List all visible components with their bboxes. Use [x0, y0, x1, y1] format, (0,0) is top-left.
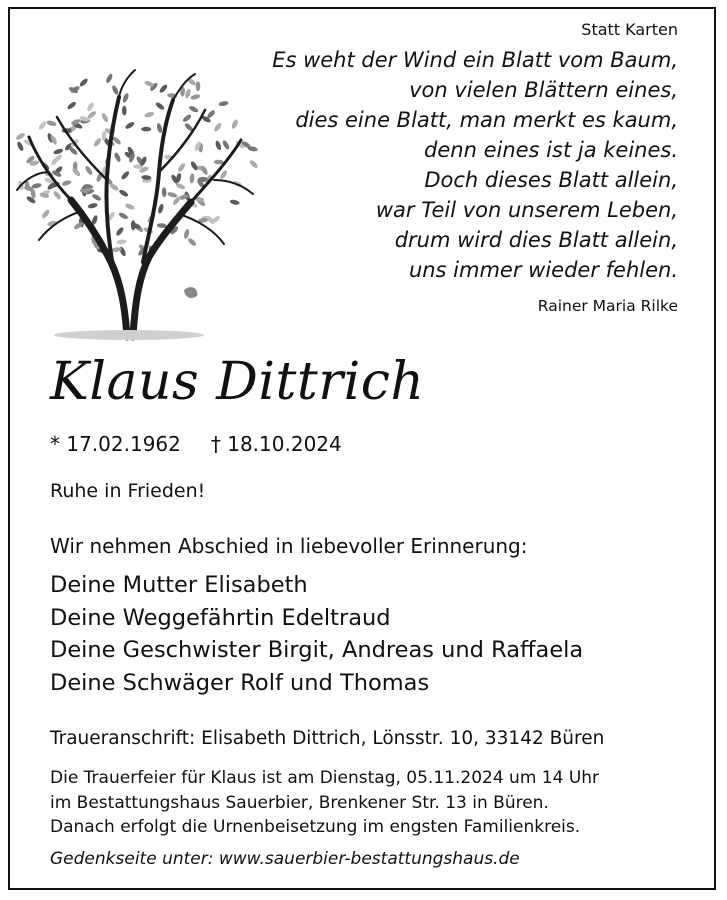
poem-line: uns immer wieder fehlen.: [408, 258, 678, 282]
poem-line: Es weht der Wind ein Blatt vom Baum,: [272, 48, 678, 72]
birth-date: * 17.02.1962: [50, 432, 181, 456]
farewell-intro: Wir nehmen Abschied in liebevoller Erinnerung:: [50, 534, 528, 558]
statt-karten-label: Statt Karten: [581, 20, 678, 39]
poem-line: drum wird dies Blatt allein,: [394, 228, 678, 252]
mourning-address: Traueranschrift: Elisabeth Dittrich, Lönsstr. 10, 33142 Büren: [50, 728, 605, 749]
memorial-website[interactable]: Gedenkseite unter: www.sauerbier-bestattungshaus.de: [50, 849, 520, 869]
ceremony-line: im Bestattungshaus Sauerbier, Brenkener Str. 13 in Büren.: [50, 792, 549, 813]
family-list: [50, 569, 583, 699]
deceased-name: Klaus Dittrich: [50, 352, 425, 412]
poem-line: denn eines ist ja keines.: [424, 138, 678, 162]
tree-illustration: [9, 62, 261, 342]
death-date: † 18.10.2024: [210, 432, 342, 456]
family-member: Deine Geschwister Birgit, Andreas und Raffaela: [50, 637, 584, 663]
family-member: Deine Weggefährtin Edeltraud: [50, 604, 391, 631]
poem-line: war Teil von unserem Leben,: [375, 198, 678, 222]
poem: [272, 45, 678, 285]
ceremony-line: Die Trauerfeier für Klaus ist am Dienstag, 05.11.2024 um 14 Uhr: [50, 768, 600, 788]
ceremony-line: Danach erfolgt die Urnenbeisetzung im engsten Familienkreis.: [50, 817, 581, 837]
ceremony-info: [50, 766, 599, 840]
poem-line: von vielen Blättern eines,: [409, 78, 678, 102]
family-member: Deine Schwäger Rolf und Thomas: [50, 669, 430, 696]
poem-line: dies eine Blatt, man merkt es kaum,: [295, 108, 678, 132]
poem-line: Doch dieses Blatt allein,: [424, 168, 678, 192]
family-member: Deine Mutter Elisabeth: [50, 572, 308, 598]
life-dates: [50, 432, 342, 456]
rest-in-peace-text: Ruhe in Frieden!: [50, 480, 206, 502]
poem-author: Rainer Maria Rilke: [537, 297, 678, 315]
